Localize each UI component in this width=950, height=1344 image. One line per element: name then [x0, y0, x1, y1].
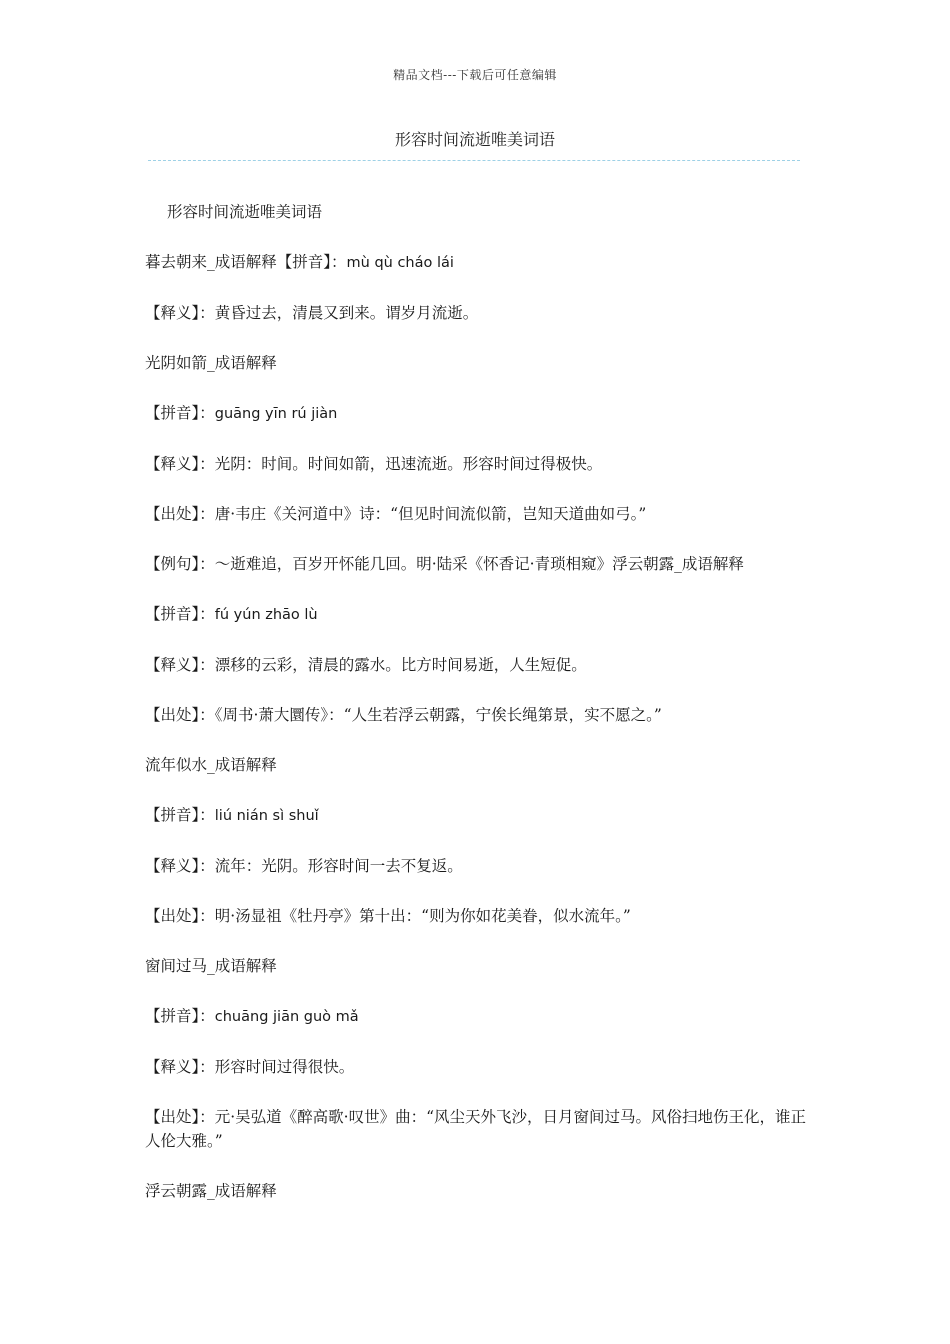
paragraph: 【释义】：光阴：时间。时间如箭，迅速流逝。形容时间过得极快。 [145, 455, 603, 473]
paragraph-text: 【拼音】： [145, 404, 215, 422]
paragraph: 【释义】：漂移的云彩，清晨的露水。比方时间易逝，人生短促。 [145, 656, 587, 674]
paragraph-text: 【拼音】： [145, 806, 215, 824]
document-title: 形容时间流逝唯美词语 [394, 130, 555, 149]
paragraph: 【例句】：～逝难追，百岁开怀能几回。明·陆采《怀香记·青琐相窥》浮云朝露_成语解释 [145, 555, 744, 573]
pinyin-text: guāng yīn rú jiàn [214, 406, 338, 422]
idiom-heading: 流年似水_成语解释 [145, 756, 277, 774]
paragraph-text: 【拼音】： [145, 605, 215, 623]
paragraph: 【出处】：元·吴弘道《醉高歌·叹世》曲：“风尘天外飞沙，日月窗间过马。风俗扫地伤王化，谁正人伦大雅。” [145, 1108, 807, 1150]
paragraph: 【释义】：形容时间过得很快。 [145, 1058, 355, 1076]
document-body [145, 200, 810, 1229]
header-note: 精品文档---下载后可任意编辑 [393, 68, 557, 82]
paragraph-text: 【拼音】： [145, 1007, 215, 1025]
pinyin-text: chuāng jiān guò mǎ [214, 1009, 359, 1025]
paragraph: 【出处】：明·汤显祖《牡丹亭》第十出：“则为你如花美眷，似水流年。” [145, 907, 631, 925]
paragraph [145, 1004, 810, 1029]
paragraph: 【释义】：黄昏过去，清晨又到来。谓岁月流逝。 [145, 304, 479, 322]
pinyin-text: fú yún zhāo lù [214, 607, 318, 623]
pinyin-text: liú nián sì shuǐ [214, 808, 319, 824]
idiom-heading: 窗间过马_成语解释 [145, 957, 277, 975]
paragraph [145, 803, 810, 828]
intro-heading: 形容时间流逝唯美词语 [167, 203, 323, 221]
paragraph [145, 250, 810, 275]
paragraph: 【出处】：唐·韦庄《关河道中》诗：“但见时间流似箭，岂知天道曲如弓。” [145, 505, 647, 523]
pinyin-text: mù qù cháo lái [346, 255, 454, 271]
paragraph [145, 401, 810, 426]
paragraph [145, 602, 810, 627]
paragraph-text: 暮去朝来_成语解释【拼音】： [145, 253, 347, 271]
paragraph: 【出处】：《周书·萧大圜传》：“人生若浮云朝露，宁俟长绳第景，实不愿之。” [145, 706, 662, 724]
idiom-heading: 浮云朝露_成语解释 [145, 1182, 277, 1200]
title-divider [148, 160, 800, 161]
idiom-heading: 光阴如箭_成语解释 [145, 354, 277, 372]
paragraph: 【释义】：流年：光阴。形容时间一去不复返。 [145, 857, 463, 875]
